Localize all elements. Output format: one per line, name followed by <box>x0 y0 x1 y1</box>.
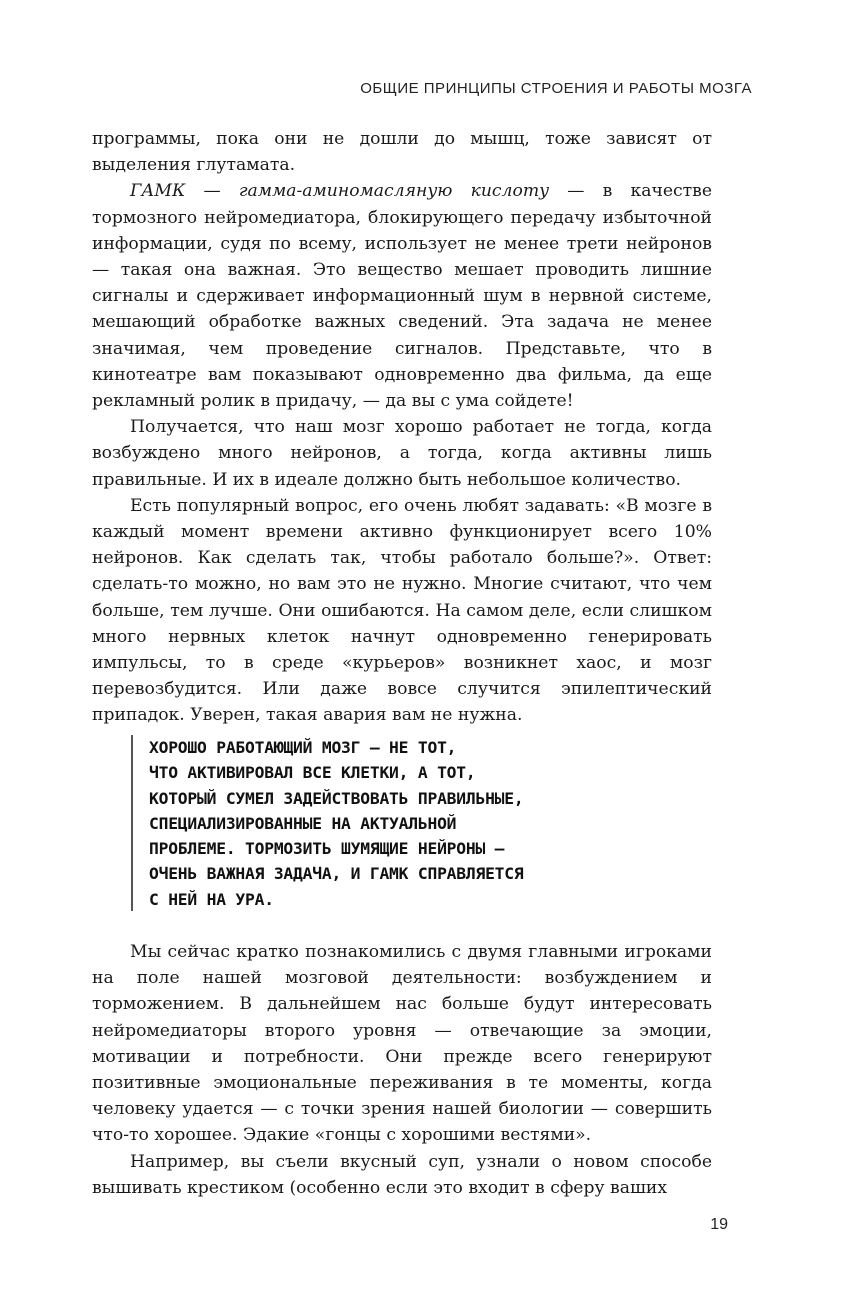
body-text-bottom <box>92 939 712 1201</box>
paragraph-4: Есть популярный вопрос, его очень любят задавать: «В мозге в каждый момент времени активно функционирует всего 10% нейронов. Как сделать так, чтобы работало больше?». Ответ: сделать-то можно, но вам это не нужно. Многие считают, что чем больше, тем лучше. Они ошибаются. На самом деле, если слишком много нервных клеток начнут одновременно генерировать импульсы, то в среде «курьеров» возникнет хаос, и мозг перевозбудится. Или даже вовсе случится эпилептический припадок. Уверен, такая авария вам не нужна. <box>92 495 712 726</box>
paragraph-6: Например, вы съели вкусный суп, узнали о новом способе вышивать крестиком (особенно если это входит в сферу ваших <box>92 1151 712 1198</box>
paragraph-5: Мы сейчас кратко познакомились с двумя главными игроками на поле нашей мозговой деятельности: возбуждением и торможением. В дальнейшем нас больше будут интересовать нейромедиаторы второго уровня — отвечающие за эмоции, мотивации и потребности. Они прежде всего генерируют позитивные эмоциональные переживания в те моменты, когда человеку удается — с точки зрения нашей биологии — совершить что-то хорошее. Эдакие «гонцы с хорошими вестями». <box>92 942 712 1146</box>
pull-quote-line: СПЕЦИАЛИЗИРОВАННЫЕ НА АКТУАЛЬНОЙ <box>149 813 457 833</box>
pull-quote-line: С НЕЙ НА УРА. <box>149 889 274 909</box>
pull-quote-line: ОЧЕНЬ ВАЖНАЯ ЗАДАЧА, И ГАМК СПРАВЛЯЕТСЯ <box>149 864 524 884</box>
paragraph-1: программы, пока они не дошли до мышц, тоже зависят от выделения глутамата. <box>92 129 712 176</box>
pull-quote-line: КОТОРЫЙ СУМЕЛ ЗАДЕЙСТВОВАТЬ ПРАВИЛЬНЫЕ, <box>149 788 524 808</box>
page-number: 19 <box>710 1216 728 1233</box>
paragraph-2-rest: — в качестве тормозного нейромедиатора, блокирующего передачу избыточной информации, судя по всему, использует не менее трети нейронов — такая она важная. Это вещество мешает проводить лишние сигналы и сдерживает информационный шум в нервной системе, мешающий обработке важных сведений. Эта задача не менее значимая, чем проведение сигналов. Представьте, что в кинотеатре вам показывают одновременно два фильма, да еще рекламный ролик в придачу, — да вы с ума сойдете! <box>92 181 712 412</box>
body-text-top <box>92 126 712 729</box>
pull-quote-line: ЧТО АКТИВИРОВАЛ ВСЕ КЛЕТКИ, А ТОТ, <box>149 763 476 783</box>
paragraph-3: Получается, что наш мозг хорошо работает не тогда, когда возбуждено много нейронов, а тогда, когда активны лишь правильные. И их в идеале должно быть небольшое количество. <box>92 417 712 490</box>
pull-quote <box>131 735 709 911</box>
pull-quote-line: ПРОБЛЕМЕ. ТОРМОЗИТЬ ШУМЯЩИЕ НЕЙРОНЫ — <box>149 839 505 859</box>
running-head: ОБЩИЕ ПРИНЦИПЫ СТРОЕНИЯ И РАБОТЫ МОЗГА <box>360 80 752 97</box>
paragraph-2 <box>92 178 712 414</box>
pull-quote-line: ХОРОШО РАБОТАЮЩИЙ МОЗГ — НЕ ТОТ, <box>149 738 457 757</box>
gaba-term: ГАМК — гамма-аминомасляную кислоту <box>130 181 550 202</box>
